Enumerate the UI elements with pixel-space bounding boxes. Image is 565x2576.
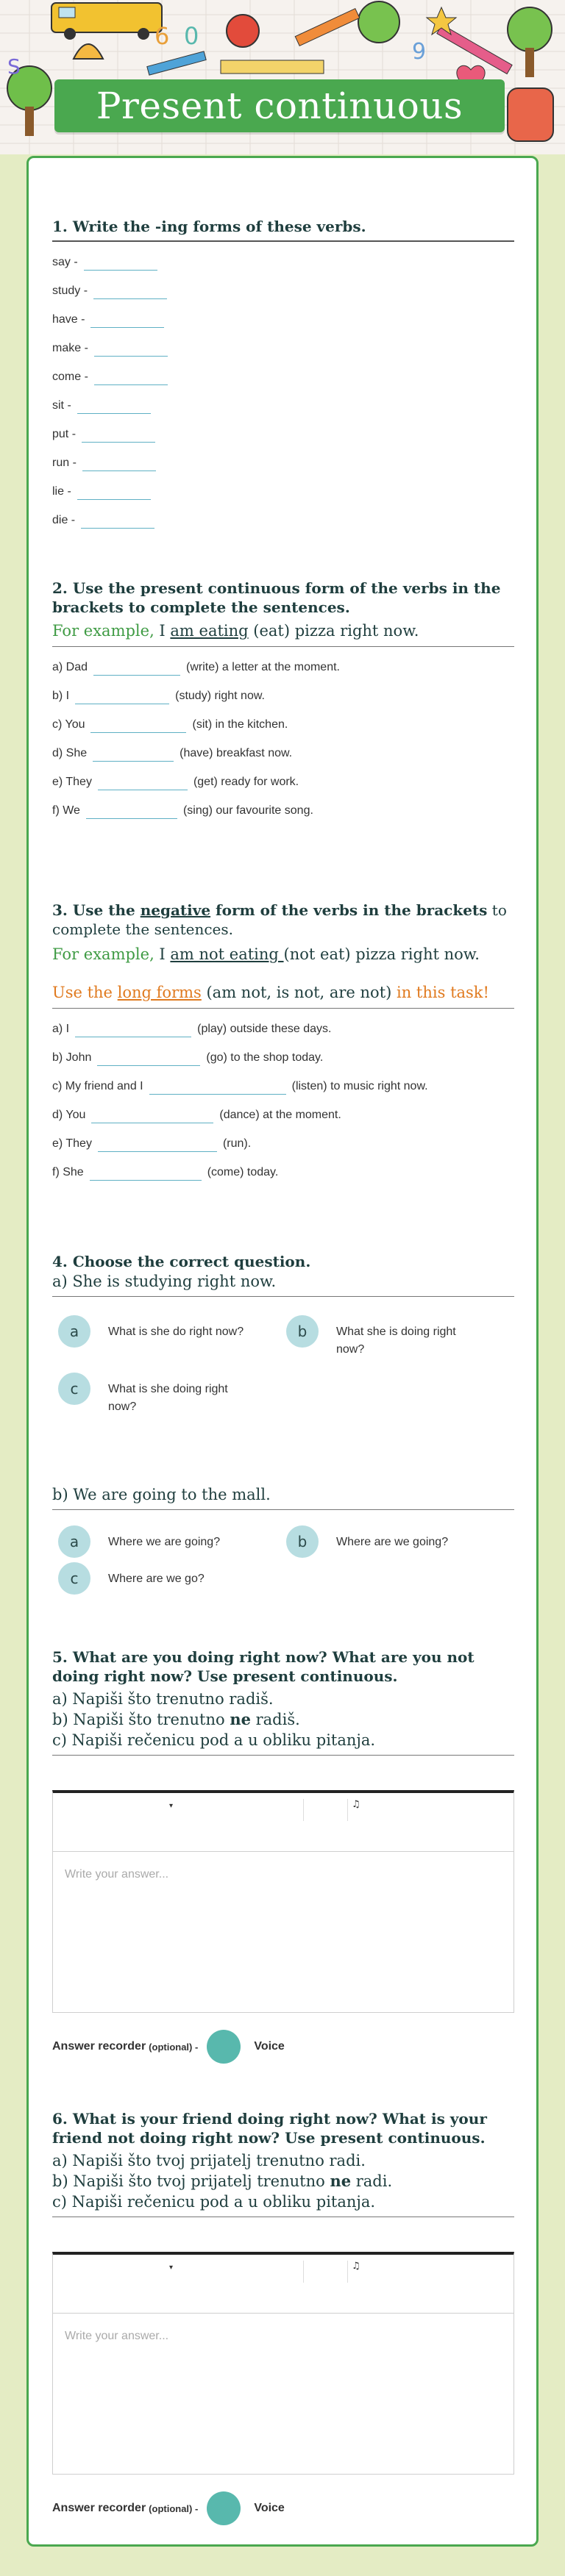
answer-input[interactable] [90,1164,202,1181]
sentence-row [52,681,514,710]
sentence-row [52,710,514,739]
section-4 [52,1252,514,1620]
answer-input[interactable] [81,512,154,529]
answer-textarea[interactable]: Write your answer... [65,2330,169,2342]
example-sentence [52,943,514,965]
choice-letter: c [58,1562,90,1595]
divider [52,1509,514,1510]
section-1 [52,217,514,534]
divider [52,1755,514,1756]
sentence-end: (sing) our favourite song. [182,804,313,817]
toolbar-separator [303,1799,304,1821]
page-title: Present continuous [96,85,463,127]
note-emphasis: long forms [117,984,202,1001]
sentence-list [52,653,514,825]
answer-input[interactable] [94,340,168,357]
choice-letter: c [58,1373,90,1405]
choice-letter: b [286,1315,319,1348]
verb-row [52,334,514,362]
sentence-start: a) Dad [52,660,88,673]
sentence-row [52,796,514,825]
sentence-start: a) I [52,1022,70,1035]
instruction-emphasis: ne [230,1710,251,1728]
answer-input[interactable] [98,774,188,790]
sentence-end: (listen) to music right now. [291,1079,428,1092]
toolbar-separator [303,2261,304,2283]
example-answer: am eating [170,622,249,640]
verb-row [52,477,514,506]
verb-row [52,362,514,391]
title-text: form of the verbs in the brackets [210,901,488,919]
recorder-optional: (optional) - [149,2041,199,2053]
svg-text:6: 6 [154,22,170,50]
section-6-title: 6. What is your friend doing right now? What is your friend not doing right now? Use present continuous. [52,2110,487,2147]
toolbar-separator [347,1799,348,1821]
verb-label: lie - [52,484,71,498]
choice-option[interactable] [286,1315,483,1359]
answer-input[interactable] [90,312,164,328]
choice-text: What is she do right now? [108,1325,244,1338]
answer-textarea[interactable]: Write your answer... [65,1868,169,1881]
section-6 [52,2109,514,2536]
svg-text:S: S [7,54,21,79]
voice-label: Voice [254,2502,285,2514]
example-text: (not eat) pizza right now. [283,945,480,963]
sentence-list [52,1015,514,1187]
task-note [52,981,514,1003]
section-4-title: 4. Choose the correct question. [52,1253,311,1270]
audio-icon[interactable]: ♫ [352,2261,360,2272]
section-3-title [52,901,514,939]
choice-option[interactable] [58,1373,255,1416]
answer-input[interactable] [90,717,186,733]
verb-row [52,276,514,305]
header-banner [0,0,565,154]
sentence-start: e) They [52,775,92,788]
choice-option[interactable] [286,1525,483,1558]
verb-row [52,420,514,448]
sentence-end: (play) outside these days. [197,1022,332,1035]
sentence-row [52,768,514,796]
instruction-b [52,2171,514,2192]
answer-input[interactable] [93,283,167,299]
voice-label: Voice [254,2040,285,2053]
section-5 [52,1647,514,2074]
answer-input[interactable] [97,1050,200,1066]
verb-label: say - [52,255,78,268]
sentence-row [52,739,514,768]
choice-text: What she is doing right now? [336,1325,456,1356]
svg-text:9: 9 [412,39,427,65]
editor-toolbar [53,2255,514,2314]
choice-text: What is she doing right now? [108,1383,228,1413]
sentence-end: (go) to the shop today. [206,1051,324,1064]
verb-label: study - [52,284,88,297]
sentence-end: (run). [222,1137,252,1150]
sentence-row [52,1101,514,1129]
sentence-row [52,1015,514,1043]
answer-input[interactable] [93,659,180,676]
instruction-emphasis: ne [330,2172,352,2190]
example-text: (eat) pizza right now. [248,622,419,640]
sentence-start: e) They [52,1137,92,1150]
example-text: I [154,622,171,640]
verb-row [52,391,514,420]
verb-row [52,448,514,477]
example-answer: am not eating [170,945,284,963]
choice-letter: b [286,1525,319,1558]
sentence-start: c) My friend and I [52,1079,143,1092]
answer-input[interactable] [91,1107,213,1123]
example-sentence [52,620,514,642]
choice-text: Where are we go? [108,1573,205,1585]
sentence-row [52,1072,514,1101]
sentence-start: d) You [52,1108,86,1121]
answer-input[interactable] [82,455,156,471]
choice-option[interactable] [58,1562,255,1595]
answer-input[interactable] [82,426,155,443]
example-text: I [154,945,171,963]
sentence-end: (come) today. [207,1165,279,1178]
verb-label: make - [52,341,88,354]
answer-recorder [52,2030,285,2064]
sentence-end: (get) ready for work. [193,775,299,788]
record-voice-button[interactable] [207,2030,241,2064]
section-2 [52,579,514,825]
section-1-title: 1. Write the -ing forms of these verbs. [52,218,366,235]
section-5-title: 5. What are you doing right now? What are you not doing right now? Use present continuous. [52,1648,475,1685]
section-3 [52,901,514,1187]
choice-option[interactable] [58,1525,255,1558]
example-label: For example, [52,945,154,963]
instruction-b [52,1709,514,1730]
title-line-2: complete the sentences. [52,920,233,938]
example-label: For example, [52,622,154,640]
note-text: Use the [52,984,118,1001]
toolbar-separator [347,2261,348,2283]
answer-editor [52,2252,514,2475]
choice-text: Where we are going? [108,1536,221,1548]
verb-label: come - [52,370,88,383]
sentence-row [52,1043,514,1072]
sentence-end: (write) a letter at the moment. [186,660,340,673]
instruction-a: a) Napiši što trenutno radiš. [52,1690,274,1708]
answer-input[interactable] [77,484,151,500]
title-text: to [487,901,507,919]
question-b-block [52,1484,514,1510]
record-voice-button[interactable] [207,2491,241,2525]
instruction-text: radi. [351,2172,393,2190]
answer-editor [52,1790,514,2013]
divider [52,1296,514,1297]
choice-option[interactable] [58,1315,255,1348]
verb-label: run - [52,456,77,469]
answer-input[interactable] [98,1136,217,1152]
sentence-row [52,1129,514,1158]
verb-label: sit - [52,398,71,412]
recorder-optional: (optional) - [149,2502,199,2514]
verb-label: have - [52,312,85,326]
choice-letter: a [58,1525,90,1558]
answer-input[interactable] [77,398,151,414]
answer-input[interactable] [86,803,177,819]
instruction-c: c) Napiši rečenicu pod a u obliku pitanja. [52,2193,376,2211]
verb-row [52,506,514,534]
choice-text: Where are we going? [336,1536,449,1548]
question-a: a) She is studying right now. [52,1273,277,1290]
verb-label: die - [52,513,76,526]
worksheet-card [26,156,539,2547]
chevron-down-icon[interactable]: ▾ [169,1802,174,1810]
sentence-start: b) John [52,1051,92,1064]
title-text: 3. Use the [52,901,141,919]
sentence-start: c) You [52,718,85,731]
instruction-c: c) Napiši rečenicu pod a u obliku pitanja. [52,1731,376,1749]
divider [52,240,514,242]
sentence-end: (dance) at the moment. [219,1108,341,1121]
sentence-end: (have) breakfast now. [180,746,293,759]
choice-letter: a [58,1315,90,1348]
sentence-start: f) She [52,1165,84,1178]
answer-input[interactable] [93,745,174,762]
answer-input[interactable] [94,369,168,385]
sentence-start: f) We [52,804,80,817]
divider [52,1008,514,1009]
answer-input[interactable] [75,1021,191,1037]
instruction-text: b) Napiši što tvoj prijatelj trenutno [52,2172,330,2190]
verb-label: put - [52,427,77,440]
verb-list [52,248,514,534]
section-2-title: 2. Use the present continuous form of the verbs in the brackets to complete the sentences. [52,579,501,616]
instruction-text: b) Napiši što trenutno [52,1711,230,1728]
sentence-end: (sit) in the kitchen. [192,718,288,731]
audio-icon[interactable]: ♫ [352,1799,360,1810]
verb-row [52,305,514,334]
sentence-row [52,1158,514,1187]
title-banner [54,79,505,132]
sentence-end: (study) right now. [175,689,265,702]
verb-row [52,248,514,276]
note-text: in this task! [391,984,489,1001]
question-b: b) We are going to the mall. [52,1486,271,1503]
instruction-text: radiš. [250,1711,300,1728]
answer-input[interactable] [75,688,169,704]
divider [52,646,514,647]
answer-input[interactable] [149,1078,286,1095]
recorder-label: Answer recorder [52,2040,146,2053]
recorder-label: Answer recorder [52,2502,146,2514]
sentence-start: d) She [52,746,88,759]
title-emphasis: negative [140,901,211,919]
sentence-start: b) I [52,689,70,702]
svg-text:0: 0 [184,22,199,50]
answer-input[interactable] [84,254,157,271]
instruction-a: a) Napiši što tvoj prijatelj trenutno radi. [52,2152,366,2169]
answer-recorder [52,2491,285,2525]
chevron-down-icon[interactable]: ▾ [169,2264,174,2272]
note-text: (am not, is not, are not) [201,984,392,1001]
sentence-row [52,653,514,681]
editor-toolbar [53,1793,514,1852]
